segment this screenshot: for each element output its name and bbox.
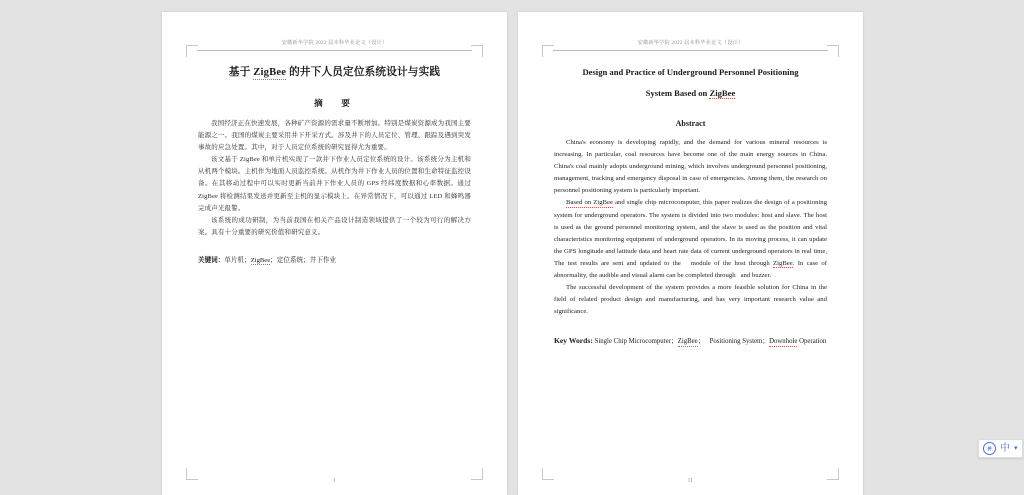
page-title-line-2: [554, 86, 827, 102]
header-rule: [553, 50, 828, 51]
keywords-label: Key Words:: [554, 336, 593, 346]
chevron-down-icon[interactable]: ▾: [1014, 445, 1018, 452]
abstract-paragraph: 该系统的成功研制，为当前我国在相关产品设计制造领域提供了一个较为可行的解决方案。具有十分重要的研究价值和研究意义。: [198, 216, 471, 236]
abstract-paragraph: The successful development of the system provides a more feasible solution for China in the field of related product design and manufacturing, and has very important research value and significance.: [554, 284, 827, 316]
section-heading-abstract: 摘 要: [314, 98, 355, 108]
header-rule: [197, 50, 472, 51]
keywords-line: [198, 255, 471, 267]
abstract-paragraph: 该文基于 ZigBee 和单片机实现了一款井下作业人员定位系统的设计。该系统分为主机和从机两个模块。主机作为地面人员监控系统。从机作为井下作业人员的位置和生命特征监控设备。在其移动过程中可以实时更新当前井下作业人员的 GPS 经纬度数据和心率数据。通过 ZigBee 将检测结果发送并更新至主机的显示模块上。在异常情况下，可以通过 LED 和蜂鸣器完成声光报警。: [198, 156, 471, 212]
page-title: [198, 65, 471, 80]
page-number: I: [333, 478, 336, 484]
abstract-paragraph: China's economy is developing rapidly, and the demand for various mineral resources is increasing. In particular, coal resources have become one of the main energy sources in China. China's coal mainly adopts underground mining, which involves underground personnel positioning, management, tracking and emergency disposal in case of emergencies. Among them, the research on personnel positioning system is particularly important.: [554, 139, 827, 195]
title-part-prefix: 基于: [228, 67, 254, 78]
ime-mode-label[interactable]: 中: [1000, 443, 1010, 454]
abstract-paragraph: 我国经济正在快速发展，各种矿产资源的需求量不断增加。特别是煤炭资源成为我国主要能源之一。我国的煤炭主要采用井下开采方式。涉及井下的人员定位、管理、跟踪及遇到突发事故的应急处置。其中，对于人员定位系统的研究显得尤为重要。: [198, 120, 471, 152]
ime-logo-icon[interactable]: 拼: [983, 442, 996, 455]
keywords-value: Single Chip Microcomputer；ZigBee； Positioning System；Downhole Operation: [594, 338, 827, 346]
running-header: 安徽新华学院 2022 届本科毕业论文（设计）: [281, 40, 388, 46]
page-body: [198, 60, 471, 267]
title-part-prefix: System Based on: [645, 87, 710, 98]
section-heading-abstract: Abstract: [675, 119, 706, 128]
title-part-suffix: 的井下人员定位系统设计与实践: [286, 67, 441, 78]
page-title-line-1: Design and Practice of Underground Personnel Positioning: [582, 67, 799, 77]
keywords-label: 关键词：: [198, 256, 225, 264]
document-page-2[interactable]: [518, 12, 863, 495]
abstract-paragraph: Based on ZigBee and single chip microcomputer, this paper realizes the design of a positioning system for underground operators. The system is divided into two modules: host and slave. The host is used as the ground personnel monitoring system, and the slave is used as the position and vital characteristics monitoring equipment of underground operators. In its moving process, it can update the GPS longitude and latitude data and heart rate data of current underground operators in real time, The test results are sent and updated to the module of the host through ZigBee. In case of abnormality, the audible and visual alarm can be completed through and buzzer.: [554, 199, 827, 280]
ime-indicator[interactable]: [978, 439, 1023, 458]
keywords-value: 单片机；ZigBee；定位系统；井下作业: [224, 256, 337, 264]
page-number: II: [688, 478, 693, 484]
keywords-line: [554, 335, 827, 349]
title-part-zigbee: ZigBee: [709, 87, 736, 98]
title-part-zigbee: ZigBee: [253, 67, 287, 78]
page-body: [554, 60, 827, 349]
running-header: 安徽新华学院 2022 届本科毕业论文（设计）: [637, 40, 744, 46]
document-page-1[interactable]: [162, 12, 507, 495]
